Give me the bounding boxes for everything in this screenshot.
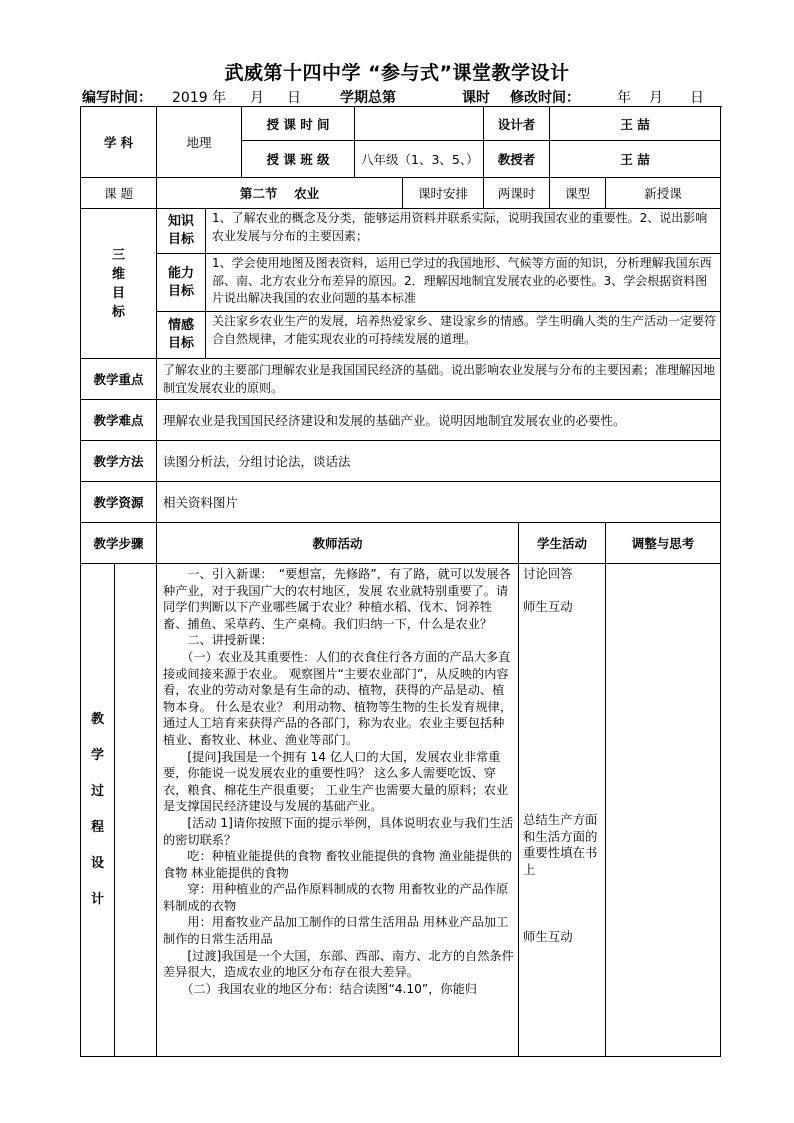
time-value[interactable] <box>355 107 484 141</box>
paragraph: [活动 1]请你按照下面的提示举例，具体说明农业与我们生活的密切联系？ <box>163 815 514 847</box>
process-char: 程 <box>90 820 104 835</box>
write-time-label: 编写时间： <box>82 90 152 106</box>
student-note: 总结生产方面和生活方面的重要性填在书上 <box>523 812 598 877</box>
revise-label: 修改时间： <box>510 90 580 106</box>
difficulty-text: 理解农业是我国国民经济建设和发展的基础产业。说明因地制宜发展农业的必要性。 <box>157 400 721 441</box>
paragraph: （二）我国农业的地区分布：结合读图“4.10”，你能归 <box>163 981 477 996</box>
subject-label: 学 科 <box>81 107 157 178</box>
teacher-activity-text <box>157 564 519 1057</box>
subject-value: 地理 <box>157 107 242 178</box>
ability-text: 1、学会使用地图及图表资料，运用已学过的我国地形、气候等方面的知识，分析理解我国东西部、南、北方农业分布差异的原因。2．理解因地制宜发展农业的必要性。3、学会根据资料图片说出解决我国的农业问题的基本标准 <box>206 254 721 312</box>
type-label: 课型 <box>550 178 606 209</box>
class-label: 授 课 班 级 <box>242 141 355 178</box>
paragraph: 穿：用种植业的产品作原料制成的衣物 用畜牧业的产品作原料制成的衣物 <box>163 882 509 913</box>
key-label: 教学重点 <box>81 359 157 400</box>
difficulty-label: 教学难点 <box>81 400 157 441</box>
method-label: 教学方法 <box>81 441 157 482</box>
objectives-label: 三维目标 <box>81 209 157 359</box>
key-text: 了解农业的主要部门理解农业是我国国民经济的基础。说出影响农业发展与分布的主要因素；准理解因地制宜发展农业的原则。 <box>157 359 721 400</box>
adjust-column[interactable] <box>606 564 721 1057</box>
paragraph: 吃：种植业能提供的食物 畜牧业能提供的食物 渔业能提供的食物 林业能提供的食物 <box>163 849 513 880</box>
process-blank-column <box>115 564 157 1057</box>
paragraph: 二、讲授新课： <box>163 633 273 648</box>
teacher-value: 王 喆 <box>550 141 721 178</box>
hours-label: 课时安排 <box>403 178 484 209</box>
write-year: 2019 年 <box>172 90 227 106</box>
process-label <box>81 564 115 1057</box>
process-char: 设 <box>90 856 104 871</box>
student-note: 师生互动 <box>523 598 573 614</box>
lesson-plan-table <box>80 106 721 1057</box>
ability-label: 能力目标 <box>157 254 206 312</box>
meta-line <box>82 84 722 107</box>
emotion-text: 关注家乡农业生产的发展，培养热爱家乡、建设家乡的情感。学生明确人类的生产活动一定要符合自然规律，才能实现农业的可持续发展的道理。 <box>206 312 721 359</box>
write-month: 月 <box>250 90 264 106</box>
period-label: 学期总第 <box>340 90 396 106</box>
teacher-label: 教授者 <box>484 141 550 178</box>
type-value: 新授课 <box>606 178 721 209</box>
process-char: 过 <box>90 784 104 799</box>
adjust-header: 调整与思考 <box>606 523 721 564</box>
student-note: 讨论回答 <box>523 566 573 581</box>
designer-value: 王 喆 <box>550 107 721 141</box>
student-activity-header: 学生活动 <box>519 523 606 564</box>
topic-label: 课 题 <box>81 178 157 209</box>
paragraph: 用：用畜牧业产品加工制作的日常生活用品 用林业产品加工制作的日常生活用品 <box>163 915 509 947</box>
steps-header: 教学步骤 <box>81 523 157 564</box>
hours-value: 两课时 <box>484 178 550 209</box>
resource-label: 教学资源 <box>81 482 157 523</box>
topic-value: 第二节 农业 <box>157 178 403 209</box>
knowledge-text: 1、了解农业的概念及分类，能够运用资料并联系实际，说明我国农业的重要性。2、说出影响农业发展与分布的主要因素； <box>206 209 721 254</box>
knowledge-label: 知识目标 <box>157 209 206 254</box>
revise-year: 年 <box>617 90 631 106</box>
process-char: 教 <box>90 712 104 727</box>
paragraph: 一、引入新课： “要想富，先修路”，有了路，就可以发展各种产业，对于我国广大的农村地区，发展 农业就特别重要了。请同学们判断以下产业哪些属于农业？种植水稻、伐木、饲养牲畜、捕鱼、采草药、生产桌椅。我们归纳一下，什么是农业？ <box>163 567 511 631</box>
resource-text: 相关资料图片 <box>157 482 721 523</box>
teacher-activity-header: 教师活动 <box>157 523 519 564</box>
process-char: 计 <box>90 892 104 907</box>
time-label: 授 课 时 间 <box>242 107 355 141</box>
page-title: 武威第十四中学 “参与式”课堂教学设计 <box>224 62 570 84</box>
student-activity-text <box>519 564 606 1057</box>
paragraph: [过渡]我国是一个大国，东部、西部、南方、北方的自然条件差异很大，造成农业的地区分布存在很大差异。 <box>163 948 514 980</box>
method-text: 读图分析法，分组讨论法，谈话法 <box>157 441 721 482</box>
class-hours-label: 课时 <box>462 90 490 106</box>
class-value: 八年级（1、3、5、） <box>355 141 484 178</box>
paragraph: [提问]我国是一个拥有 14 亿人口的大国，发展农业非常重要，你能说一说发展农业的重要性吗？ 这么多人需要吃饭、穿衣，粮食、棉花生产很重要； 工业生产也需要大量的原料；农业是支撑国民经济建设与发展的基础产业。 <box>163 749 509 814</box>
revise-day: 日 <box>690 90 704 106</box>
write-day: 日 <box>287 90 301 106</box>
paragraph: （一）农业及其重要性：人们的衣食住行各方面的产品大多直接或间接来源于农业。 观察图片“主要农业部门”，从反映的内容看，农业的劳动对象是有生命的动、植物，获得的产品是动、植物本身。 什么是农业？ 利用动物、植物等生物的生长发育规律，通过人工培育来获得产品的各部门，称为农业。农业主要包括种植业、畜牧业、林业、渔业等部门。 <box>163 649 513 747</box>
student-note: 师生互动 <box>523 928 573 944</box>
process-char: 学 <box>90 748 104 763</box>
emotion-label: 情感目标 <box>157 312 206 359</box>
designer-label: 设计者 <box>484 107 550 141</box>
revise-month: 月 <box>649 90 663 106</box>
